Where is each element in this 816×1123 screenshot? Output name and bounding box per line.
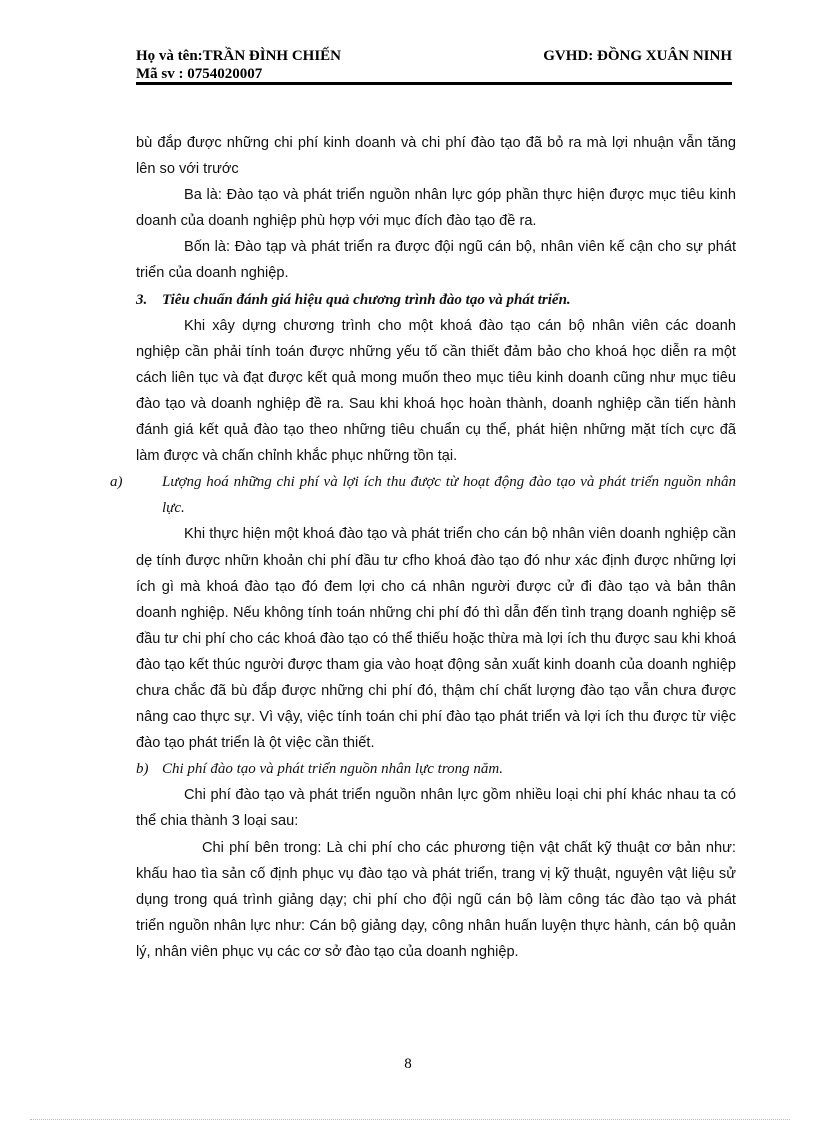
paragraph-cost-benefit: Khi thực hiện một khoá đào tạo và phát triển cho cán bộ nhân viên doanh nghiệp cần dẹ tính được nhữn khoản chi phí đầu tư cfho khoá đào tạo đó như xác định được những lợi ích gì mà khoá đào tạo đó đem lợi cho cá nhân người được cử đi đào tạo và bản thân doanh nghiệp. Nếu không tính toán những chi phí đó thì dẫn đến tình trạng doanh nghiệp sẽ đầu tư chi phí cho các khoá đào tạo có thể thiếu hoặc thừa mà lợi ích thu được sau khi khoá đào tạo kết thúc người được tham gia vào hoạt động sản xuất kinh doanh của doanh nghiệp chưa chắc đã bù đắp được những chi phí đó, thậm chí chất lượng đào tạo vẫn chưa được nâng cao thực sự. Vì vậy, việc tính toán chi phí đào tạo phát triển và lợi ích thu được từ việc đào tạo phát triển là ột việc cần thiết. xyxy=(136,526,736,752)
subheading-b-label: b) xyxy=(136,761,149,778)
advisor-name: GVHD: ĐỒNG XUÂN NINH xyxy=(543,48,732,64)
section-number: 3. xyxy=(136,291,148,308)
subheading-b-text: Chi phí đào tạo và phát triển nguồn nhân lực trong năm. xyxy=(162,761,503,778)
subheading-a-label: a) xyxy=(110,474,123,491)
paragraph-evaluation: Khi xây dựng chương trình cho một khoá đào tạo cán bộ nhân viên các doanh nghiệp cần phải tính toán được những yếu tố cần thiết đảm bảo cho khoá học diễn ra một cách liên tục và đạt được kết quả mong muốn theo mục tiêu kinh doanh cũng như mục tiêu đào tạo và doanh nghiệp đề ra. Sau khi khoá học hoàn thành, doanh nghiệp cần tiến hành đánh giá kết quả đào tạo theo những tiêu chuẩn cụ thể, phát hiện những mặt tích cực đã làm được và chấn chỉnh khắc phục những tồn tại. xyxy=(136,317,736,465)
header-rule xyxy=(136,82,732,85)
subheading-a xyxy=(110,469,736,521)
page-bottom-divider xyxy=(30,1119,790,1120)
subheading-b xyxy=(136,756,736,782)
page-header xyxy=(136,48,732,82)
subheading-a-text: Lượng hoá những chi phí và lợi ích thu được từ hoạt động đào tạo và phát triển nguồn nhân lực. xyxy=(162,474,736,517)
page-number: 8 xyxy=(404,1056,412,1072)
student-id: Mã sv : 0754020007 xyxy=(136,66,263,82)
paragraph-bon-la: Bốn là: Đào tạp và phát triển ra được đội ngũ cán bộ, nhân viên kế cận cho sự phát triển của doanh nghiệp. xyxy=(136,239,736,282)
section-heading-3 xyxy=(136,287,736,313)
paragraph-continuation: bù đắp được những chi phí kinh doanh và chi phí đào tạo đã bỏ ra mà lợi nhuận vẫn tăng lên so với trước xyxy=(136,135,736,178)
paragraph-cost-types: Chi phí đào tạo và phát triển nguồn nhân lực gồm nhiều loại chi phí khác nhau ta có thể chia thành 3 loại sau: xyxy=(136,787,736,830)
document-body xyxy=(110,130,736,965)
paragraph-ba-la: Ba là: Đào tạo và phát triển nguồn nhân lực góp phần thực hiện được mục tiêu kinh doanh của doanh nghiệp phù hợp với mục đích đào tạo đề ra. xyxy=(136,187,736,230)
author-name: Họ và tên:TRẦN ĐÌNH CHIẾN xyxy=(136,48,342,64)
section-title: Tiêu chuẩn đánh giá hiệu quả chương trình đào tạo và phát triển. xyxy=(162,291,571,308)
paragraph-internal-cost: Chi phí bên trong: Là chi phí cho các phương tiện vật chất kỹ thuật cơ bản như: khấu hao tìa sản cố định phục vụ đào tạo và phát triển, trang vị kỹ thuật, nguyên vật liệu sử dụng trong quá trình giảng dạy; chi phí cho đội ngũ cán bộ làm công tác đào tạo và phát triển nguồn nhân lực như: Cán bộ giảng dạy, công nhân huấn luyện thực hành, cán bộ quản lý, nhân viên phục vụ các cơ sở đào tạo của doanh nghiệp. xyxy=(136,839,736,960)
